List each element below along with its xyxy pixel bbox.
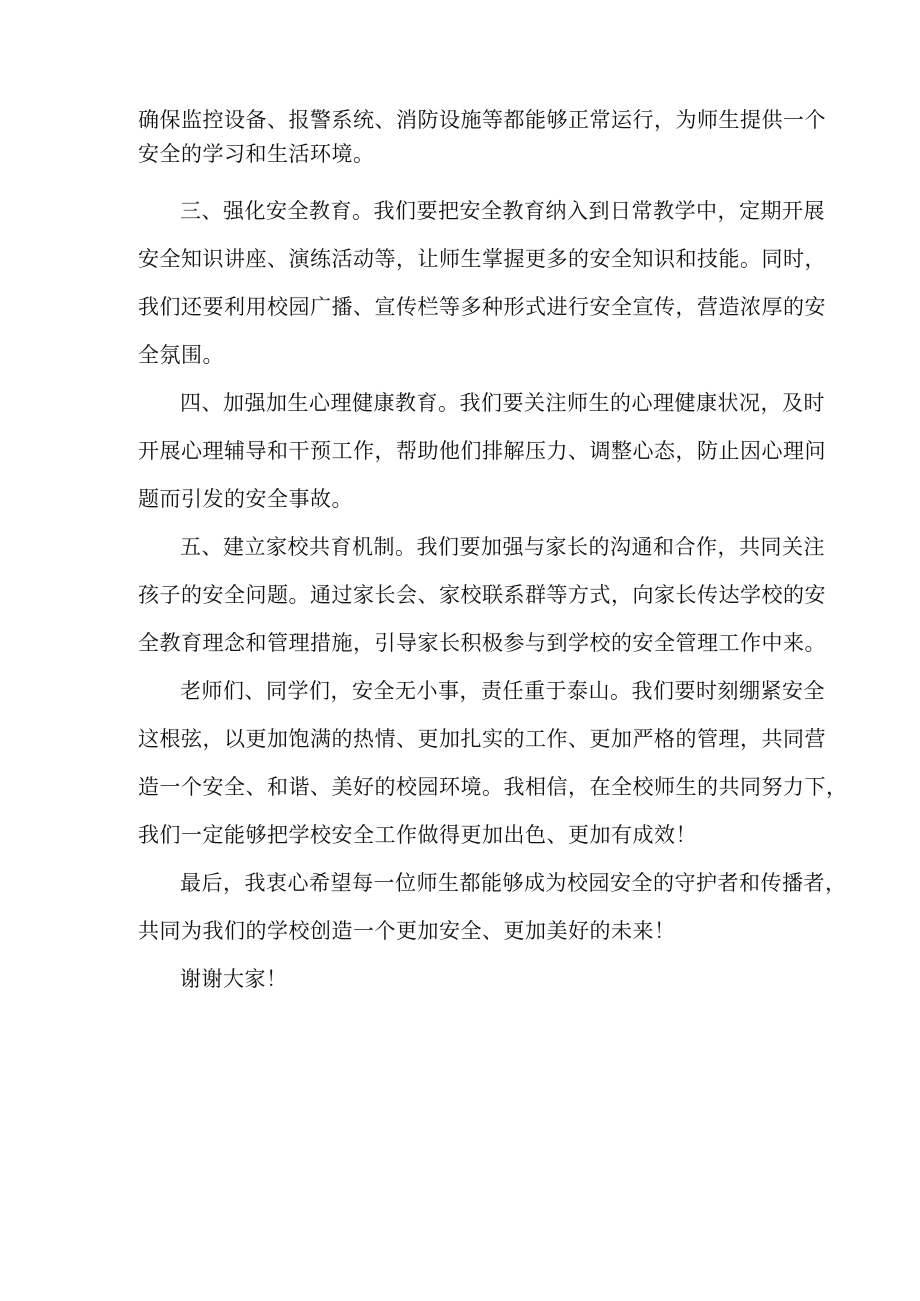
paragraph-point-4	[138, 379, 826, 523]
text-line: 三、强化安全教育。我们要把安全教育纳入到日常教学中，定期开展	[180, 199, 825, 223]
text-line: 全氛围。	[138, 343, 224, 367]
paragraph-point-5	[138, 523, 826, 667]
paragraph-closing-1	[138, 667, 848, 859]
text-line: 我们还要利用校园广播、宣传栏等多种形式进行安全宣传，营造浓厚的安	[138, 295, 826, 319]
text-line: 题而引发的安全事故。	[138, 487, 353, 511]
text-line: 安全知识讲座、演练活动等，让师生掌握更多的安全知识和技能。同时，	[138, 247, 826, 271]
document-body	[138, 103, 848, 1003]
text-line: 最后，我衷心希望每一位师生都能够成为校园安全的守护者和传播者，	[180, 871, 847, 895]
paragraph-point-3	[138, 187, 826, 379]
paragraph-thanks	[138, 955, 798, 1003]
text-line: 共同为我们的学校创造一个更加安全、更加美好的未来！	[138, 919, 676, 943]
text-line: 四、加强加生心理健康教育。我们要关注师生的心理健康状况，及时	[180, 391, 825, 415]
text-line: 五、建立家校共育机制。我们要加强与家长的沟通和合作，共同关注	[180, 535, 825, 559]
text-line: 这根弦，以更加饱满的热情、更加扎实的工作、更加严格的管理，共同营	[138, 727, 826, 751]
paragraph-continuation	[138, 103, 826, 171]
text-line: 开展心理辅导和干预工作，帮助他们排解压力、调整心态，防止因心理问	[138, 439, 826, 463]
text-line: 老师们、同学们，安全无小事，责任重于泰山。我们要时刻绷紧安全	[180, 679, 825, 703]
paragraph-closing-2	[138, 859, 847, 955]
text-line: 孩子的安全问题。通过家长会、家校联系群等方式，向家长传达学校的安	[138, 583, 826, 607]
text-line: 全教育理念和管理措施，引导家长积极参与到学校的安全管理工作中来。	[138, 631, 826, 655]
text-line: 造一个安全、和谐、美好的校园环境。我相信，在全校师生的共同努力下，	[138, 775, 848, 799]
text-line: 谢谢大家！	[180, 967, 288, 991]
text-line: 安全的学习和生活环境。	[138, 142, 375, 166]
text-line: 确保监控设备、报警系统、消防设施等都能够正常运行，为师生提供一个	[138, 108, 826, 132]
text-line: 我们一定能够把学校安全工作做得更加出色、更加有成效！	[138, 823, 697, 847]
